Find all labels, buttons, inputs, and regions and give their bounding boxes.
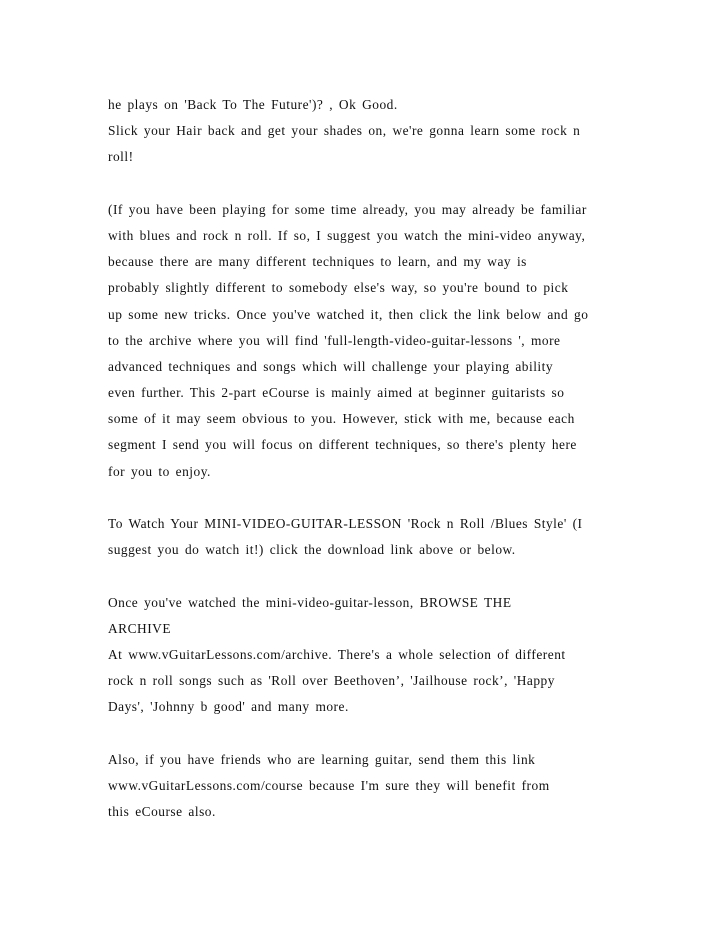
paragraph-gap [108, 171, 628, 197]
text-line: To Watch Your MINI-VIDEO-GUITAR-LESSON 'Rock n Roll /Blues Style' (I [108, 516, 583, 531]
text-line: because there are many different techniques to learn, and my way is [108, 254, 527, 270]
document-page [108, 92, 628, 825]
text-line: At www.vGuitarLessons.com/archive. There's a whole selection of different [108, 646, 566, 662]
text-line: segment I send you will focus on different techniques, so there's plenty here [108, 437, 577, 453]
text-line: up some new tricks. Once you've watched it, then click the link below and go [108, 306, 589, 322]
text-line: Slick your Hair back and get your shades on, we're gonna learn some rock n [108, 123, 581, 139]
text-line: rock n roll songs such as 'Roll over Beethoven’, 'Jailhouse rock’, 'Happy [108, 673, 555, 689]
text-line: Also, if you have friends who are learning guitar, send them this link [108, 751, 536, 767]
text-line: www.vGuitarLessons.com/course because I'm sure they will benefit from [108, 777, 550, 793]
text-line: this eCourse also. [108, 804, 216, 820]
text-line: even further. This 2-part eCourse is mainly aimed at beginner guitarists so [108, 385, 565, 401]
text-line: for you to enjoy. [108, 463, 211, 479]
text-line: roll! [108, 149, 134, 165]
text-line: advanced techniques and songs which will challenge your playing ability [108, 358, 554, 374]
text-line: Days', 'Johnny b good' and many more. [108, 699, 349, 715]
text-line: some of it may seem obvious to you. However, stick with me, because each [108, 411, 575, 427]
paragraph-gap [108, 485, 628, 511]
paragraph-gap [108, 563, 628, 589]
text-line: ARCHIVE [108, 620, 172, 636]
paragraph-gap [108, 721, 628, 747]
text-line: to the archive where you will find 'full-length-video-guitar-lessons ', more [108, 332, 561, 348]
text-line: Once you've watched the mini-video-guitar-lesson, BROWSE THE [108, 594, 512, 610]
text-line: with blues and rock n roll. If so, I suggest you watch the mini-video anyway, [108, 227, 586, 243]
text-line: suggest you do watch it!) click the download link above or below. [108, 542, 516, 558]
text-line: probably slightly different to somebody else's way, so you're bound to pick [108, 280, 569, 296]
text-line: he plays on 'Back To The Future')? , Ok Good. [108, 97, 398, 112]
text-line: (If you have been playing for some time already, you may already be familiar [108, 201, 587, 217]
